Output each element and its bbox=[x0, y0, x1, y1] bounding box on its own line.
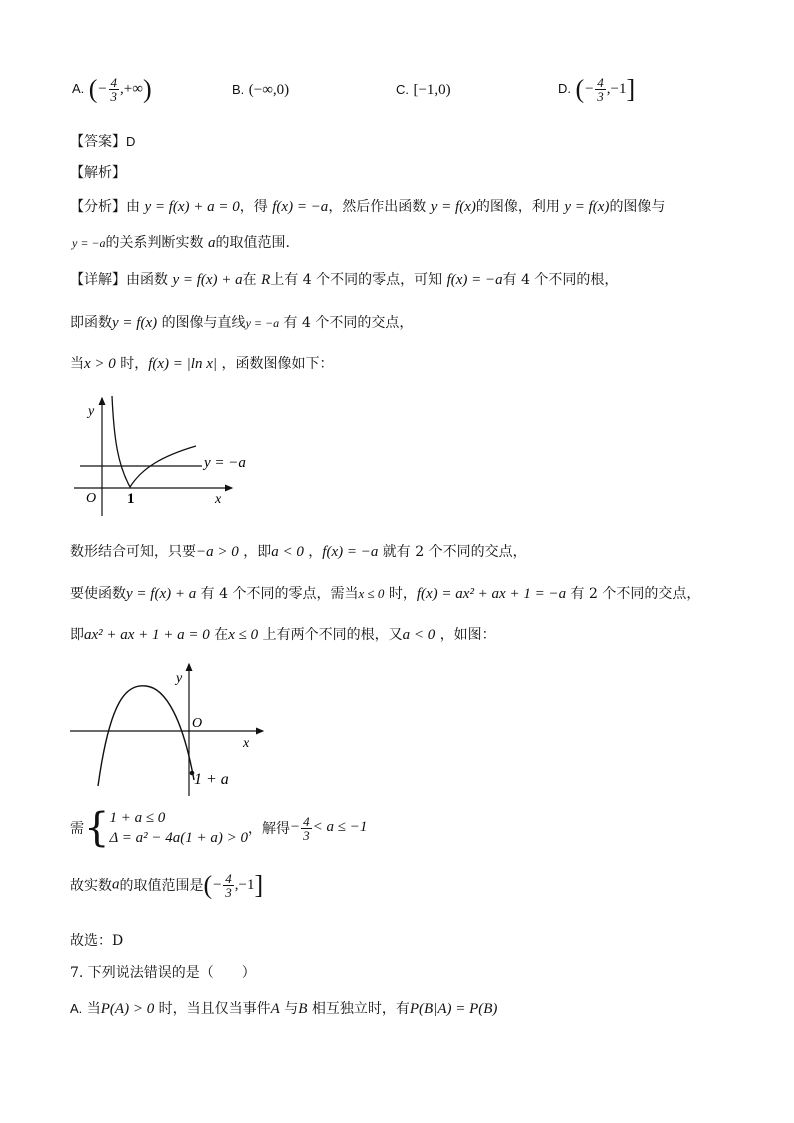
option-b: B. (−∞,0) bbox=[232, 82, 290, 98]
option-c: C. [−1,0) bbox=[396, 82, 451, 98]
q7-option-a: A. 当P(A) > 0 时，当且仅当事件A 与B 相互独立时，有P(B|A) = P(B) bbox=[70, 1001, 498, 1017]
one-label: 1 bbox=[127, 491, 135, 507]
para2-line-2: 要使函数y = f(x) + a 有 4 个不同的零点，需当x ≤ 0 时，f(x) = ax² + ax + 1 = −a 有 2 个不同的交点， bbox=[70, 586, 701, 602]
option-c-value: [−1,0) bbox=[413, 82, 451, 98]
answer-line bbox=[70, 131, 135, 151]
origin-label: O bbox=[192, 716, 203, 731]
origin-label: O bbox=[86, 491, 97, 506]
xiangjie-line-3: 当x > 0 时，f(x) = |ln x| ，函数图像如下： bbox=[70, 356, 334, 372]
choose-line: 故选：D bbox=[70, 933, 124, 949]
fenxi-line-2: y = −a的关系判断实数 a的取值范围. bbox=[72, 235, 290, 251]
option-d: D. (− $\frac{4}{3}$ ,−1] bbox=[558, 74, 636, 104]
option-b-value: (−∞,0) bbox=[248, 82, 290, 98]
option-a: A. (− $\frac{4}{3}$ ,+∞) bbox=[72, 74, 152, 104]
need-system: 需{ 1 + a ≤ 0 Δ = a² − 4a(1 + a) > 0 ，解得− $\frac{4}{3}$ < a ≤ −1 bbox=[70, 805, 368, 851]
parabola-curve bbox=[98, 686, 194, 786]
graph-ln-abs bbox=[72, 390, 262, 520]
fenxi-line-1: 【分析】由 y = f(x) + a = 0，得 f(x) = −a，然后作出函数 y = f(x)的图像，利用 y = f(x)的图像与 bbox=[70, 199, 666, 215]
x-label: x bbox=[215, 492, 222, 507]
fraction: $\frac{4}{3}$ bbox=[110, 75, 118, 104]
option-a-label: A. bbox=[72, 80, 85, 96]
graph-parabola bbox=[68, 660, 278, 800]
y-label: y bbox=[176, 671, 183, 686]
answer-value: D bbox=[126, 134, 136, 149]
xiangjie-line-1: 【详解】由函数 y = f(x) + a在 R上有 4 个不同的零点，可知 f(x) = −a有 4 个不同的根， bbox=[70, 272, 619, 288]
condition-system: 1 + a ≤ 0 Δ = a² − 4a(1 + a) > 0 bbox=[109, 810, 248, 846]
range-line: 故实数a的取值范围是(− $\frac{4}{3}$ ,−1] bbox=[70, 870, 264, 900]
para2-line-3: 即ax² + ax + 1 + a = 0 在x ≤ 0 上有两个不同的根，又a < 0 ，如图： bbox=[70, 627, 496, 643]
q7-title: 7. 下列说法错误的是（ ） bbox=[70, 965, 256, 981]
xiangjie-line-2: 即函数y = f(x) 的图像与直线y = −a 有 4 个不同的交点， bbox=[70, 315, 414, 331]
line-label: y = −a bbox=[204, 455, 246, 471]
para2-line-1: 数形结合可知，只要−a > 0 ，即a < 0 ，f(x) = −a 就有 2 个不同的交点， bbox=[70, 544, 527, 560]
y-label: y bbox=[88, 404, 95, 419]
intercept-label: 1 + a bbox=[194, 771, 229, 788]
analysis-tag: 【解析】 bbox=[70, 165, 126, 181]
answer-tag: 【答案】 bbox=[70, 134, 126, 150]
curve-abs-ln bbox=[112, 396, 196, 487]
brace: { bbox=[84, 805, 110, 851]
x-label: x bbox=[243, 736, 250, 751]
